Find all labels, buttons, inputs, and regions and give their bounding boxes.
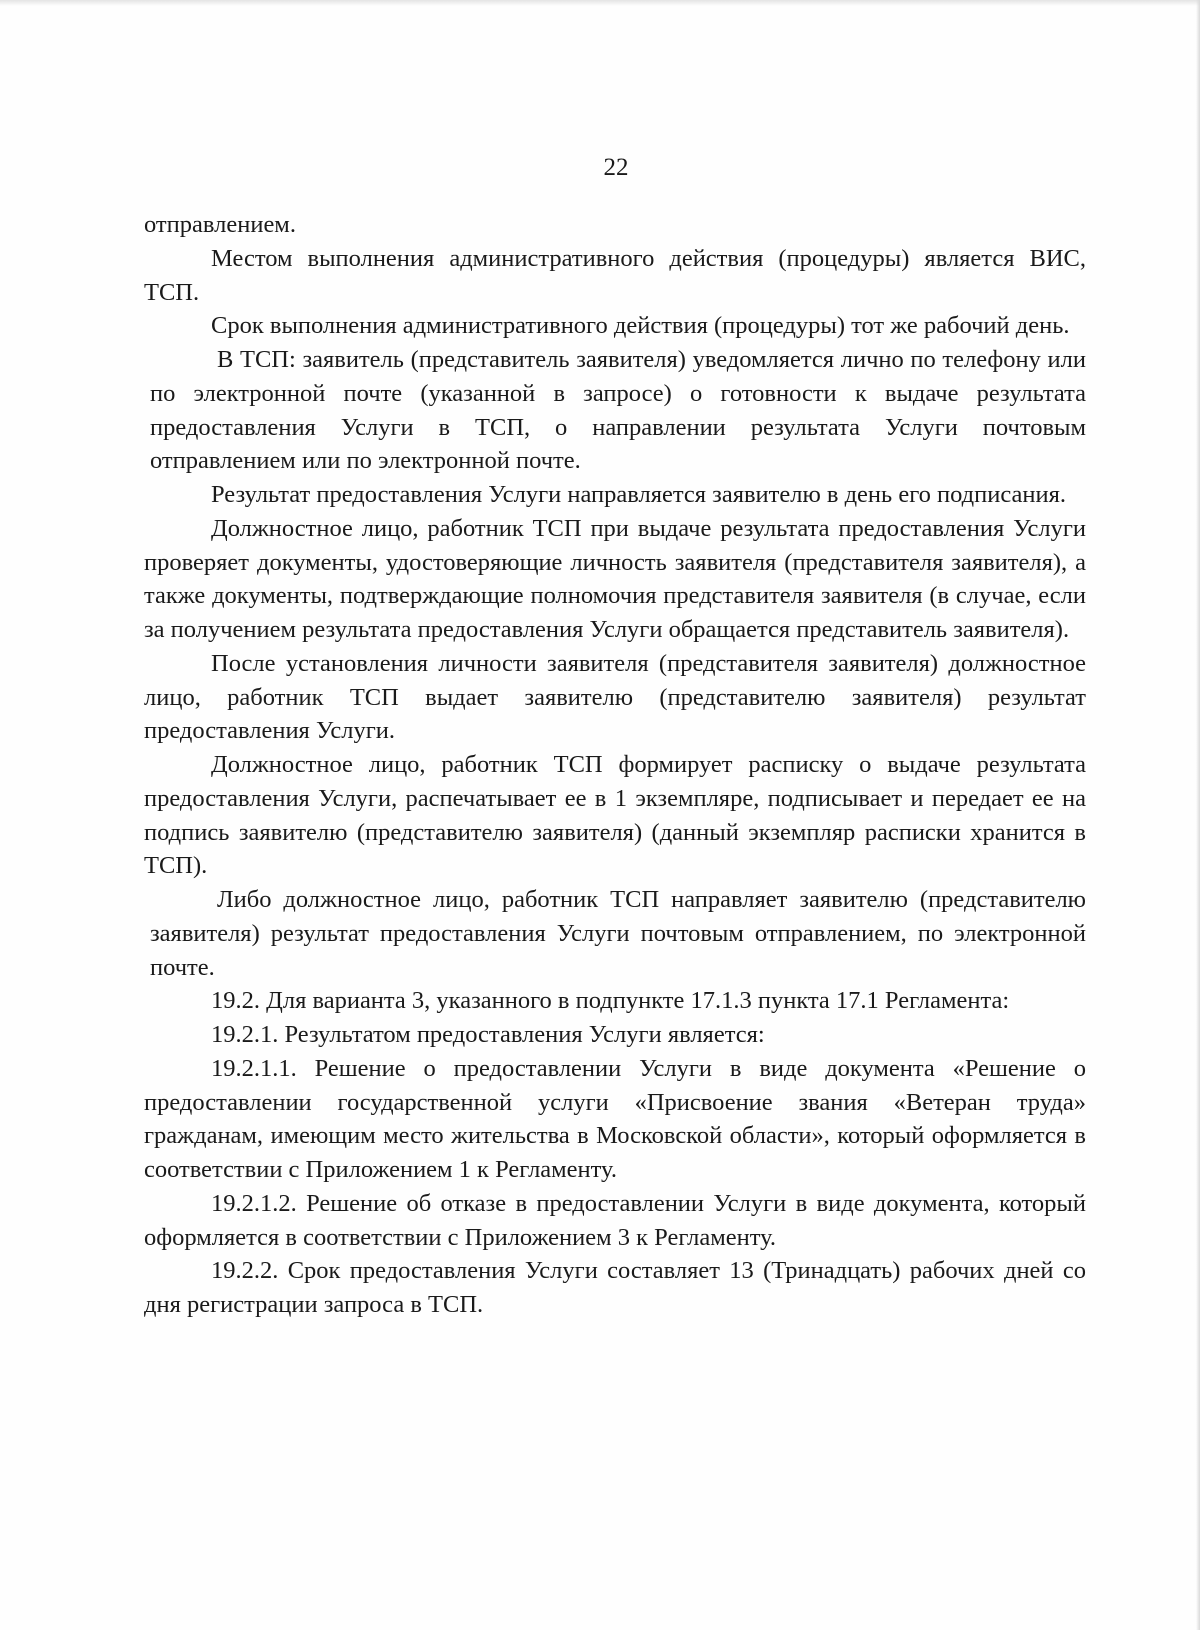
scan-edge <box>0 0 1200 6</box>
paragraph: 19.2.1.2. Решение об отказе в предоставлении Услуги в виде документа, который оформляется в соответствии с Приложением 3 к Регламенту. <box>144 1189 1086 1251</box>
paragraph: Либо должностное лицо, работник ТСП направляет заявителю (представителю заявителя) результат предоставления Услуги почтовым отправлением, по электронной почте. <box>150 886 1086 981</box>
paragraph: Должностное лицо, работник ТСП при выдаче результата предоставления Услуги проверяет документы, удостоверяющие личность заявителя (представителя заявителя), а также документы, подтверждающие полномочия представителя заявителя (в случае, если за получением результата предоставления Услуги обращается представитель заявителя). <box>144 514 1086 643</box>
paragraph: В ТСП: заявитель (представитель заявителя) уведомляется лично по телефону или по электронной почте (указанной в запросе) о готовности к выдаче результата предоставления Услуги в ТСП, о направлении результата Услуги почтовым отправлением или по электронной почте. <box>150 346 1086 475</box>
paragraph: 19.2. Для варианта 3, указанного в подпункте 17.1.3 пункта 17.1 Регламента: <box>211 987 1010 1015</box>
paragraph: 19.2.1.1. Решение о предоставлении Услуги в виде документа «Решение о предоставлении государственной услуги «Присвоение звания «Ветеран труда» гражданам, имеющим место жительства в Московской области», который оформляется в соответствии с Приложением 1 к Регламенту. <box>144 1054 1086 1183</box>
paragraph: отправлением. <box>144 211 296 238</box>
paragraph: Срок выполнения административного действия (процедуры) тот же рабочий день. <box>211 312 1070 340</box>
paragraph: Местом выполнения административного действия (процедуры) является ВИС, ТСП. <box>144 244 1086 306</box>
paragraph: После установления личности заявителя (представителя заявителя) должностное лицо, работник ТСП выдает заявителю (представителю заявителя) результат предоставления Услуги. <box>144 649 1086 745</box>
scan-edge <box>1196 0 1200 1630</box>
paragraph: Должностное лицо, работник ТСП формирует расписку о выдаче результата предоставления Услуги, распечатывает ее в 1 экземпляре, подписывает и передает ее на подпись заявителю (представителю заявителя) (данный экземпляр расписки хранится в ТСП). <box>144 751 1086 880</box>
page-number: 22 <box>603 154 629 181</box>
paragraph: 19.2.2. Срок предоставления Услуги составляет 13 (Тринадцать) рабочих дней со дня регистрации запроса в ТСП. <box>144 1257 1086 1318</box>
body-text <box>144 208 1086 1322</box>
paragraph: Результат предоставления Услуги направляется заявителю в день его подписания. <box>211 481 1067 508</box>
paragraph: 19.2.1. Результатом предоставления Услуги является: <box>211 1021 765 1048</box>
